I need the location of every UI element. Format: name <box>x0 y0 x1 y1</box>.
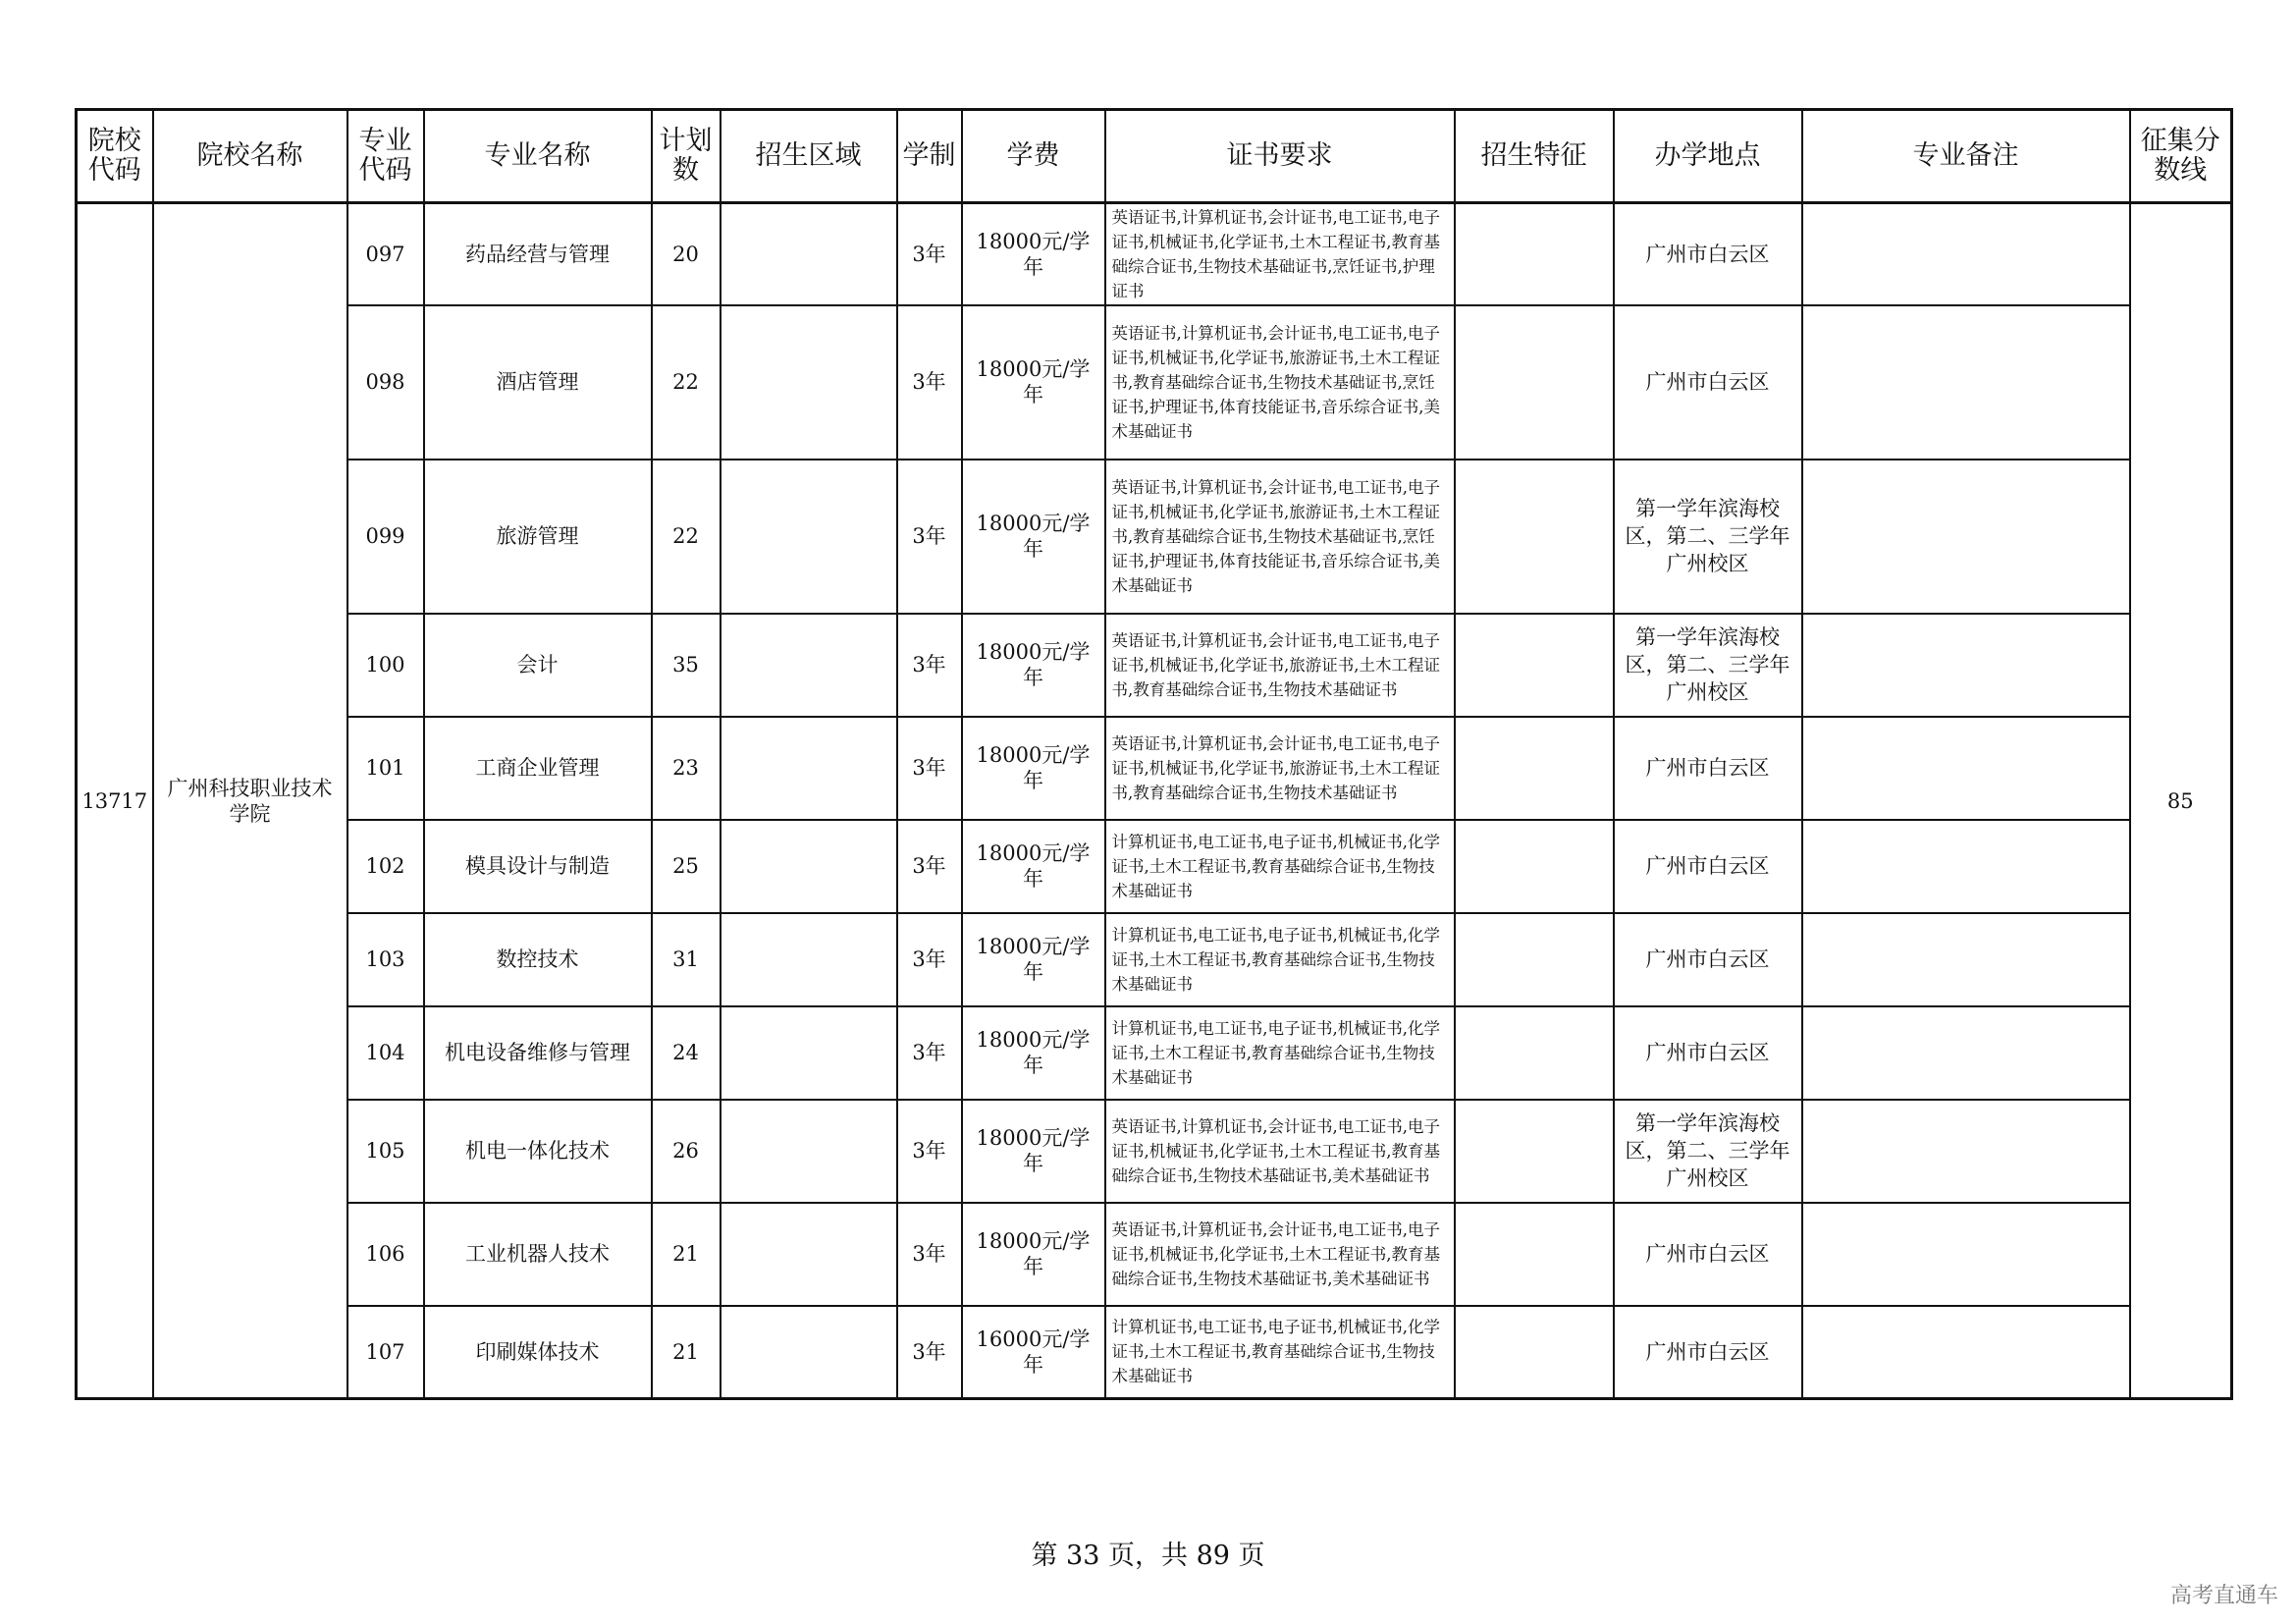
duration-cell: 3年 <box>897 203 962 305</box>
remarks-cell <box>1802 1203 2130 1306</box>
features-cell <box>1455 1100 1614 1203</box>
duration-cell: 3年 <box>897 1203 962 1306</box>
major-name-cell: 药品经营与管理 <box>424 203 652 305</box>
watermark-text: 高考直通车 <box>2169 1584 2278 1608</box>
duration-cell: 3年 <box>897 1100 962 1203</box>
header-school-code: 院校代码 <box>77 110 153 203</box>
major-name-cell: 机电设备维修与管理 <box>424 1006 652 1100</box>
major-name-cell: 会计 <box>424 614 652 717</box>
location-cell: 广州市白云区 <box>1614 820 1802 913</box>
remarks-cell <box>1802 820 2130 913</box>
certificates-cell: 英语证书,计算机证书,会计证书,电工证书,电子证书,机械证书,化学证书,旅游证书,土木工程证书,教育基础综合证书,生物技术基础证书,烹饪证书,护理证书,体育技能证书,音乐综合证书,美术基础证书 <box>1105 305 1455 460</box>
duration-cell: 3年 <box>897 717 962 820</box>
major-code-cell: 103 <box>347 913 424 1006</box>
duration-cell: 3年 <box>897 1006 962 1100</box>
table-row <box>77 1100 2232 1203</box>
plan-count-cell: 22 <box>652 460 721 614</box>
certificates-cell: 英语证书,计算机证书,会计证书,电工证书,电子证书,机械证书,化学证书,土木工程证书,教育基础综合证书,生物技术基础证书,烹饪证书,护理证书 <box>1105 203 1455 305</box>
region-cell <box>721 1203 897 1306</box>
major-code-cell: 106 <box>347 1203 424 1306</box>
header-row <box>77 110 2232 203</box>
page-number: 第 33 页，共 89 页 <box>1031 1541 1265 1571</box>
header-tuition: 学费 <box>962 110 1105 203</box>
duration-cell: 3年 <box>897 913 962 1006</box>
certificates-cell: 计算机证书,电工证书,电子证书,机械证书,化学证书,土木工程证书,教育基础综合证书,生物技术基础证书 <box>1105 820 1455 913</box>
features-cell <box>1455 1006 1614 1100</box>
table-row <box>77 203 2232 305</box>
certificates-cell: 计算机证书,电工证书,电子证书,机械证书,化学证书,土木工程证书,教育基础综合证书,生物技术基础证书 <box>1105 913 1455 1006</box>
plan-count-cell: 20 <box>652 203 721 305</box>
major-code-cell: 098 <box>347 305 424 460</box>
major-name-cell: 工商企业管理 <box>424 717 652 820</box>
header-plan-count: 计划数 <box>652 110 721 203</box>
plan-count-cell: 23 <box>652 717 721 820</box>
cutoff-score-cell: 85 <box>2130 203 2232 1399</box>
school-name-cell: 广州科技职业技术学院 <box>153 203 347 1399</box>
tuition-cell: 18000元/学年 <box>962 305 1105 460</box>
table-row <box>77 1306 2232 1399</box>
region-cell <box>721 203 897 305</box>
features-cell <box>1455 203 1614 305</box>
location-cell: 广州市白云区 <box>1614 1306 1802 1399</box>
certificates-cell: 英语证书,计算机证书,会计证书,电工证书,电子证书,机械证书,化学证书,旅游证书,土木工程证书,教育基础综合证书,生物技术基础证书 <box>1105 717 1455 820</box>
remarks-cell <box>1802 1100 2130 1203</box>
region-cell <box>721 1006 897 1100</box>
table-row <box>77 460 2232 614</box>
major-name-cell: 酒店管理 <box>424 305 652 460</box>
features-cell <box>1455 820 1614 913</box>
remarks-cell <box>1802 305 2130 460</box>
features-cell <box>1455 460 1614 614</box>
tuition-cell: 18000元/学年 <box>962 820 1105 913</box>
plan-count-cell: 24 <box>652 1006 721 1100</box>
region-cell <box>721 820 897 913</box>
table-row <box>77 717 2232 820</box>
plan-count-cell: 26 <box>652 1100 721 1203</box>
tuition-cell: 18000元/学年 <box>962 203 1105 305</box>
features-cell <box>1455 717 1614 820</box>
table-row <box>77 305 2232 460</box>
region-cell <box>721 1100 897 1203</box>
region-cell <box>721 460 897 614</box>
table-body <box>77 203 2232 1399</box>
header-features: 招生特征 <box>1455 110 1614 203</box>
tuition-cell: 18000元/学年 <box>962 913 1105 1006</box>
tuition-cell: 18000元/学年 <box>962 1006 1105 1100</box>
major-code-cell: 099 <box>347 460 424 614</box>
remarks-cell <box>1802 203 2130 305</box>
major-name-cell: 数控技术 <box>424 913 652 1006</box>
tuition-cell: 16000元/学年 <box>962 1306 1105 1399</box>
plan-count-cell: 22 <box>652 305 721 460</box>
plan-count-cell: 21 <box>652 1203 721 1306</box>
tuition-cell: 18000元/学年 <box>962 717 1105 820</box>
plan-count-cell: 31 <box>652 913 721 1006</box>
major-name-cell: 机电一体化技术 <box>424 1100 652 1203</box>
duration-cell: 3年 <box>897 1306 962 1399</box>
region-cell <box>721 913 897 1006</box>
certificates-cell: 英语证书,计算机证书,会计证书,电工证书,电子证书,机械证书,化学证书,旅游证书,土木工程证书,教育基础综合证书,生物技术基础证书 <box>1105 614 1455 717</box>
header-certificates: 证书要求 <box>1105 110 1455 203</box>
table-row <box>77 614 2232 717</box>
features-cell <box>1455 305 1614 460</box>
major-code-cell: 107 <box>347 1306 424 1399</box>
table-row <box>77 820 2232 913</box>
certificates-cell: 英语证书,计算机证书,会计证书,电工证书,电子证书,机械证书,化学证书,土木工程证书,教育基础综合证书,生物技术基础证书,美术基础证书 <box>1105 1203 1455 1306</box>
table-row <box>77 1203 2232 1306</box>
major-name-cell: 模具设计与制造 <box>424 820 652 913</box>
major-code-cell: 100 <box>347 614 424 717</box>
header-cutoff: 征集分数线 <box>2130 110 2232 203</box>
location-cell: 广州市白云区 <box>1614 1203 1802 1306</box>
remarks-cell <box>1802 1006 2130 1100</box>
remarks-cell <box>1802 614 2130 717</box>
location-cell: 广州市白云区 <box>1614 717 1802 820</box>
remarks-cell <box>1802 717 2130 820</box>
header-major-name: 专业名称 <box>424 110 652 203</box>
tuition-cell: 18000元/学年 <box>962 614 1105 717</box>
header-major-code: 专业代码 <box>347 110 424 203</box>
tuition-cell: 18000元/学年 <box>962 1100 1105 1203</box>
region-cell <box>721 305 897 460</box>
duration-cell: 3年 <box>897 614 962 717</box>
certificates-cell: 英语证书,计算机证书,会计证书,电工证书,电子证书,机械证书,化学证书,土木工程证书,教育基础综合证书,生物技术基础证书,美术基础证书 <box>1105 1100 1455 1203</box>
duration-cell: 3年 <box>897 820 962 913</box>
major-code-cell: 104 <box>347 1006 424 1100</box>
plan-count-cell: 35 <box>652 614 721 717</box>
certificates-cell: 英语证书,计算机证书,会计证书,电工证书,电子证书,机械证书,化学证书,旅游证书,土木工程证书,教育基础综合证书,生物技术基础证书,烹饪证书,护理证书,体育技能证书,音乐综合证书,美术基础证书 <box>1105 460 1455 614</box>
region-cell <box>721 614 897 717</box>
location-cell: 广州市白云区 <box>1614 913 1802 1006</box>
features-cell <box>1455 1306 1614 1399</box>
header-duration: 学制 <box>897 110 962 203</box>
features-cell <box>1455 1203 1614 1306</box>
region-cell <box>721 717 897 820</box>
remarks-cell <box>1802 913 2130 1006</box>
table-row <box>77 1006 2232 1100</box>
header-school-name: 院校名称 <box>153 110 347 203</box>
major-code-cell: 102 <box>347 820 424 913</box>
header-location: 办学地点 <box>1614 110 1802 203</box>
features-cell <box>1455 913 1614 1006</box>
certificates-cell: 计算机证书,电工证书,电子证书,机械证书,化学证书,土木工程证书,教育基础综合证书,生物技术基础证书 <box>1105 1306 1455 1399</box>
tuition-cell: 18000元/学年 <box>962 460 1105 614</box>
duration-cell: 3年 <box>897 460 962 614</box>
major-name-cell: 旅游管理 <box>424 460 652 614</box>
school-code-cell: 13717 <box>77 203 153 1399</box>
major-name-cell: 工业机器人技术 <box>424 1203 652 1306</box>
header-remarks: 专业备注 <box>1802 110 2130 203</box>
plan-count-cell: 21 <box>652 1306 721 1399</box>
location-cell: 广州市白云区 <box>1614 203 1802 305</box>
features-cell <box>1455 614 1614 717</box>
remarks-cell <box>1802 1306 2130 1399</box>
major-code-cell: 101 <box>347 717 424 820</box>
major-name-cell: 印刷媒体技术 <box>424 1306 652 1399</box>
header-region: 招生区域 <box>721 110 897 203</box>
table-row <box>77 913 2232 1006</box>
remarks-cell <box>1802 460 2130 614</box>
location-cell: 广州市白云区 <box>1614 305 1802 460</box>
certificates-cell: 计算机证书,电工证书,电子证书,机械证书,化学证书,土木工程证书,教育基础综合证书,生物技术基础证书 <box>1105 1006 1455 1100</box>
major-code-cell: 105 <box>347 1100 424 1203</box>
location-cell: 第一学年滨海校区，第二、三学年广州校区 <box>1614 1100 1802 1203</box>
enrollment-table <box>75 108 2233 1400</box>
tuition-cell: 18000元/学年 <box>962 1203 1105 1306</box>
plan-count-cell: 25 <box>652 820 721 913</box>
duration-cell: 3年 <box>897 305 962 460</box>
location-cell: 第一学年滨海校区，第二、三学年广州校区 <box>1614 460 1802 614</box>
major-code-cell: 097 <box>347 203 424 305</box>
location-cell: 第一学年滨海校区，第二、三学年广州校区 <box>1614 614 1802 717</box>
region-cell <box>721 1306 897 1399</box>
location-cell: 广州市白云区 <box>1614 1006 1802 1100</box>
